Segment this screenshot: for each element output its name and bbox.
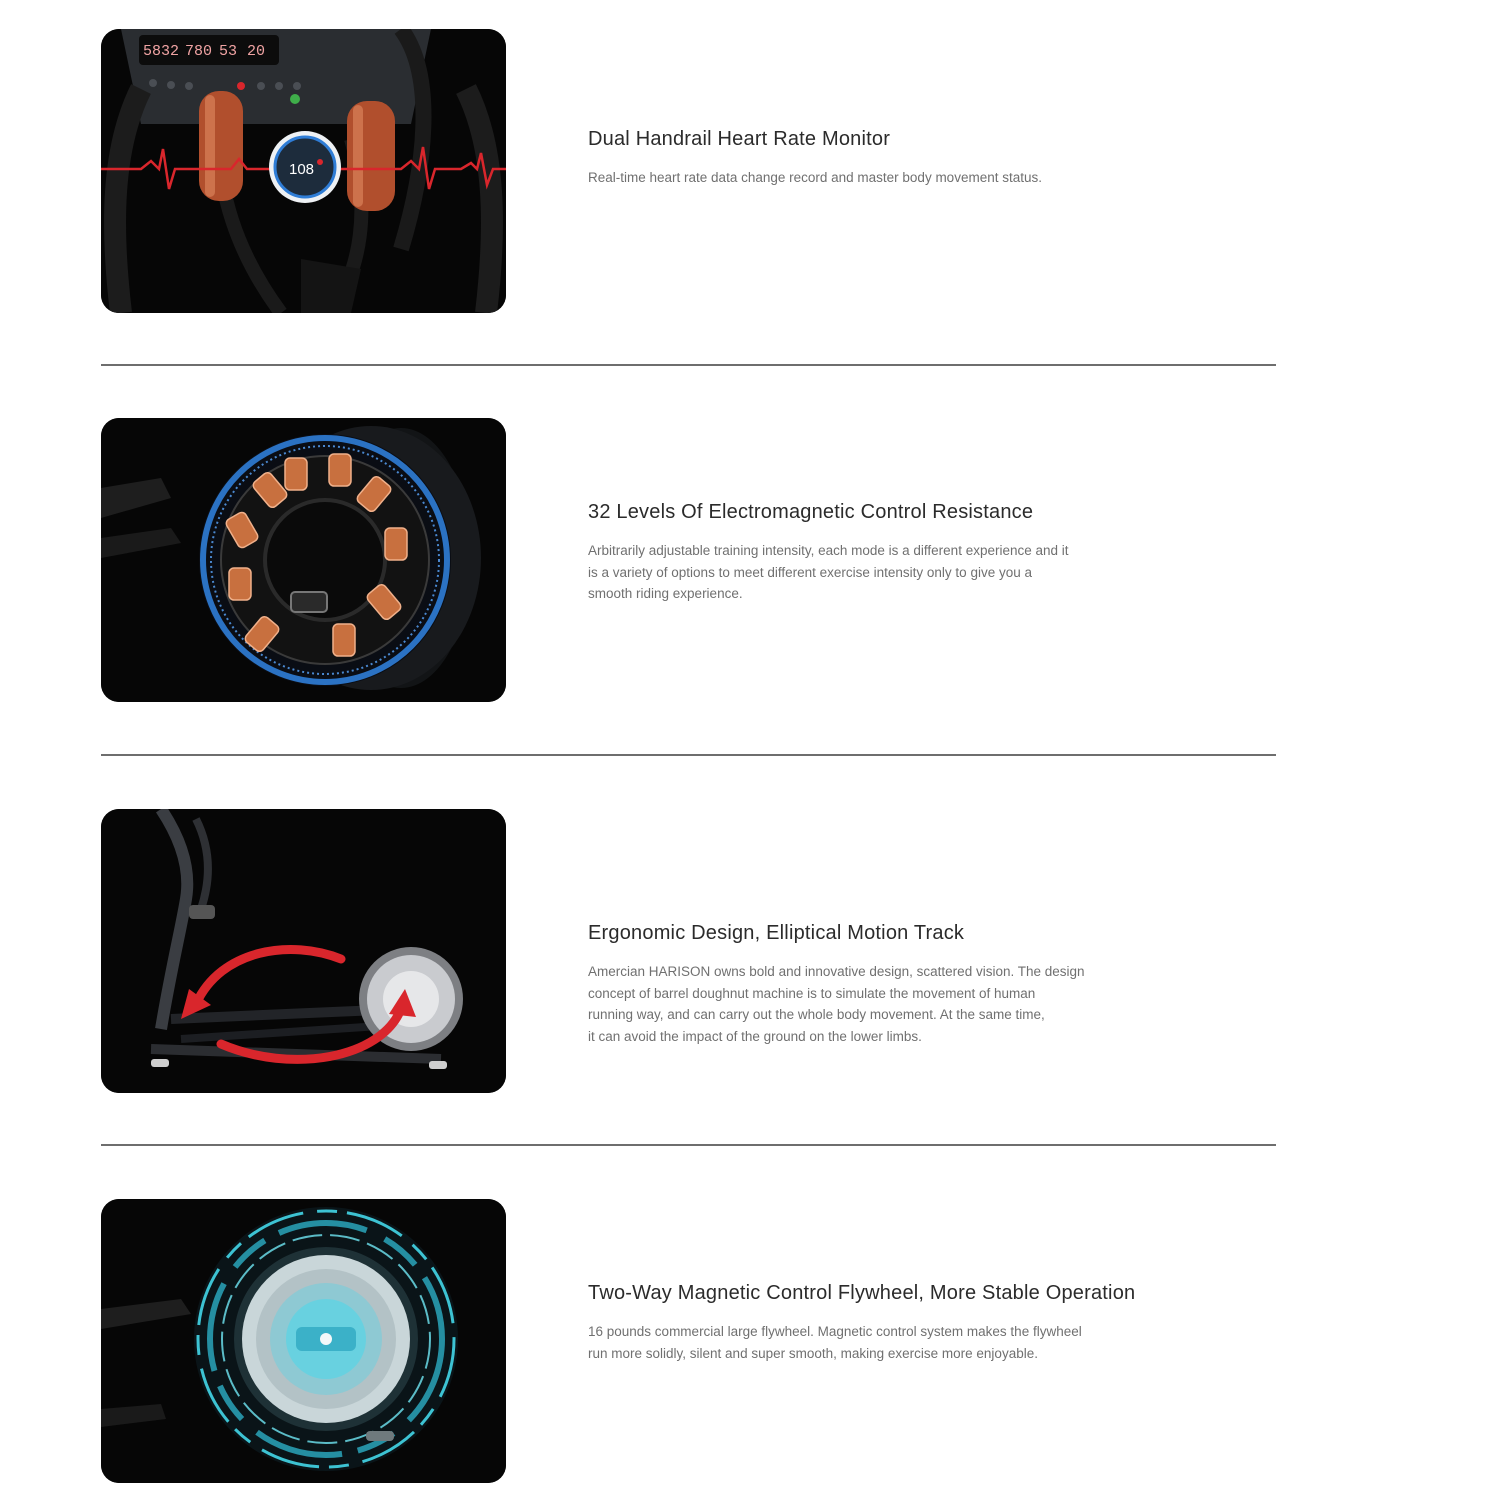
feature-description <box>588 167 1188 189</box>
feature-description <box>588 540 1188 605</box>
description-line: 16 pounds commercial large flywheel. Magnetic control system makes the flywheel <box>588 1324 1082 1339</box>
magnetic-resistance-illustration <box>101 418 506 702</box>
section-divider <box>101 754 1276 756</box>
description-line: Arbitrarily adjustable training intensity, each mode is a different experience and it <box>588 543 1069 558</box>
description-line: is a variety of options to meet different exercise intensity only to give you a <box>588 564 1032 580</box>
feature-title: Dual Handrail Heart Rate Monitor <box>588 128 891 150</box>
feature-section-resistance <box>0 389 1500 679</box>
feature-section-elliptical-track <box>0 780 1500 1070</box>
magnetic-flywheel-image <box>101 1199 506 1483</box>
section-divider <box>101 1144 1276 1146</box>
console-readout-4: 20 <box>247 43 266 60</box>
heart-rate-value: 108 <box>289 161 315 178</box>
electromagnetic-resistance-image <box>101 418 506 702</box>
console-readout-1: 5832 <box>143 43 180 60</box>
flywheel-illustration <box>101 1199 506 1483</box>
feature-description <box>588 1321 1188 1364</box>
description-line: concept of barrel doughnut machine is to simulate the movement of human <box>588 985 1036 1001</box>
heart-rate-illustration <box>101 29 506 313</box>
feature-section-flywheel <box>0 1170 1500 1460</box>
description-line: Real-time heart rate data change record and master body movement status. <box>588 170 1042 185</box>
description-line: it can avoid the impact of the ground on the lower limbs. <box>588 1028 922 1044</box>
description-line: run more solidly, silent and super smooth, making exercise more enjoyable. <box>588 1345 1038 1361</box>
feature-title: Ergonomic Design, Elliptical Motion Track <box>588 922 965 944</box>
description-line: Amercian HARISON owns bold and innovative design, scattered vision. The design <box>588 964 1085 979</box>
description-line: smooth riding experience. <box>588 586 743 601</box>
feature-title: Two-Way Magnetic Control Flywheel, More Stable Operation <box>588 1282 1136 1304</box>
heart-rate-monitor-image <box>101 29 506 313</box>
elliptical-trainer-illustration <box>101 809 506 1093</box>
description-line: running way, and can carry out the whole body movement. At the same time, <box>588 1007 1045 1022</box>
feature-description <box>588 961 1188 1047</box>
feature-section-heart-rate <box>0 0 1500 290</box>
elliptical-motion-image <box>101 809 506 1093</box>
section-divider <box>101 364 1276 366</box>
feature-title: 32 Levels Of Electromagnetic Control Resistance <box>588 501 1034 523</box>
console-readout-3: 53 <box>219 43 238 60</box>
console-readout-2: 780 <box>185 43 213 60</box>
